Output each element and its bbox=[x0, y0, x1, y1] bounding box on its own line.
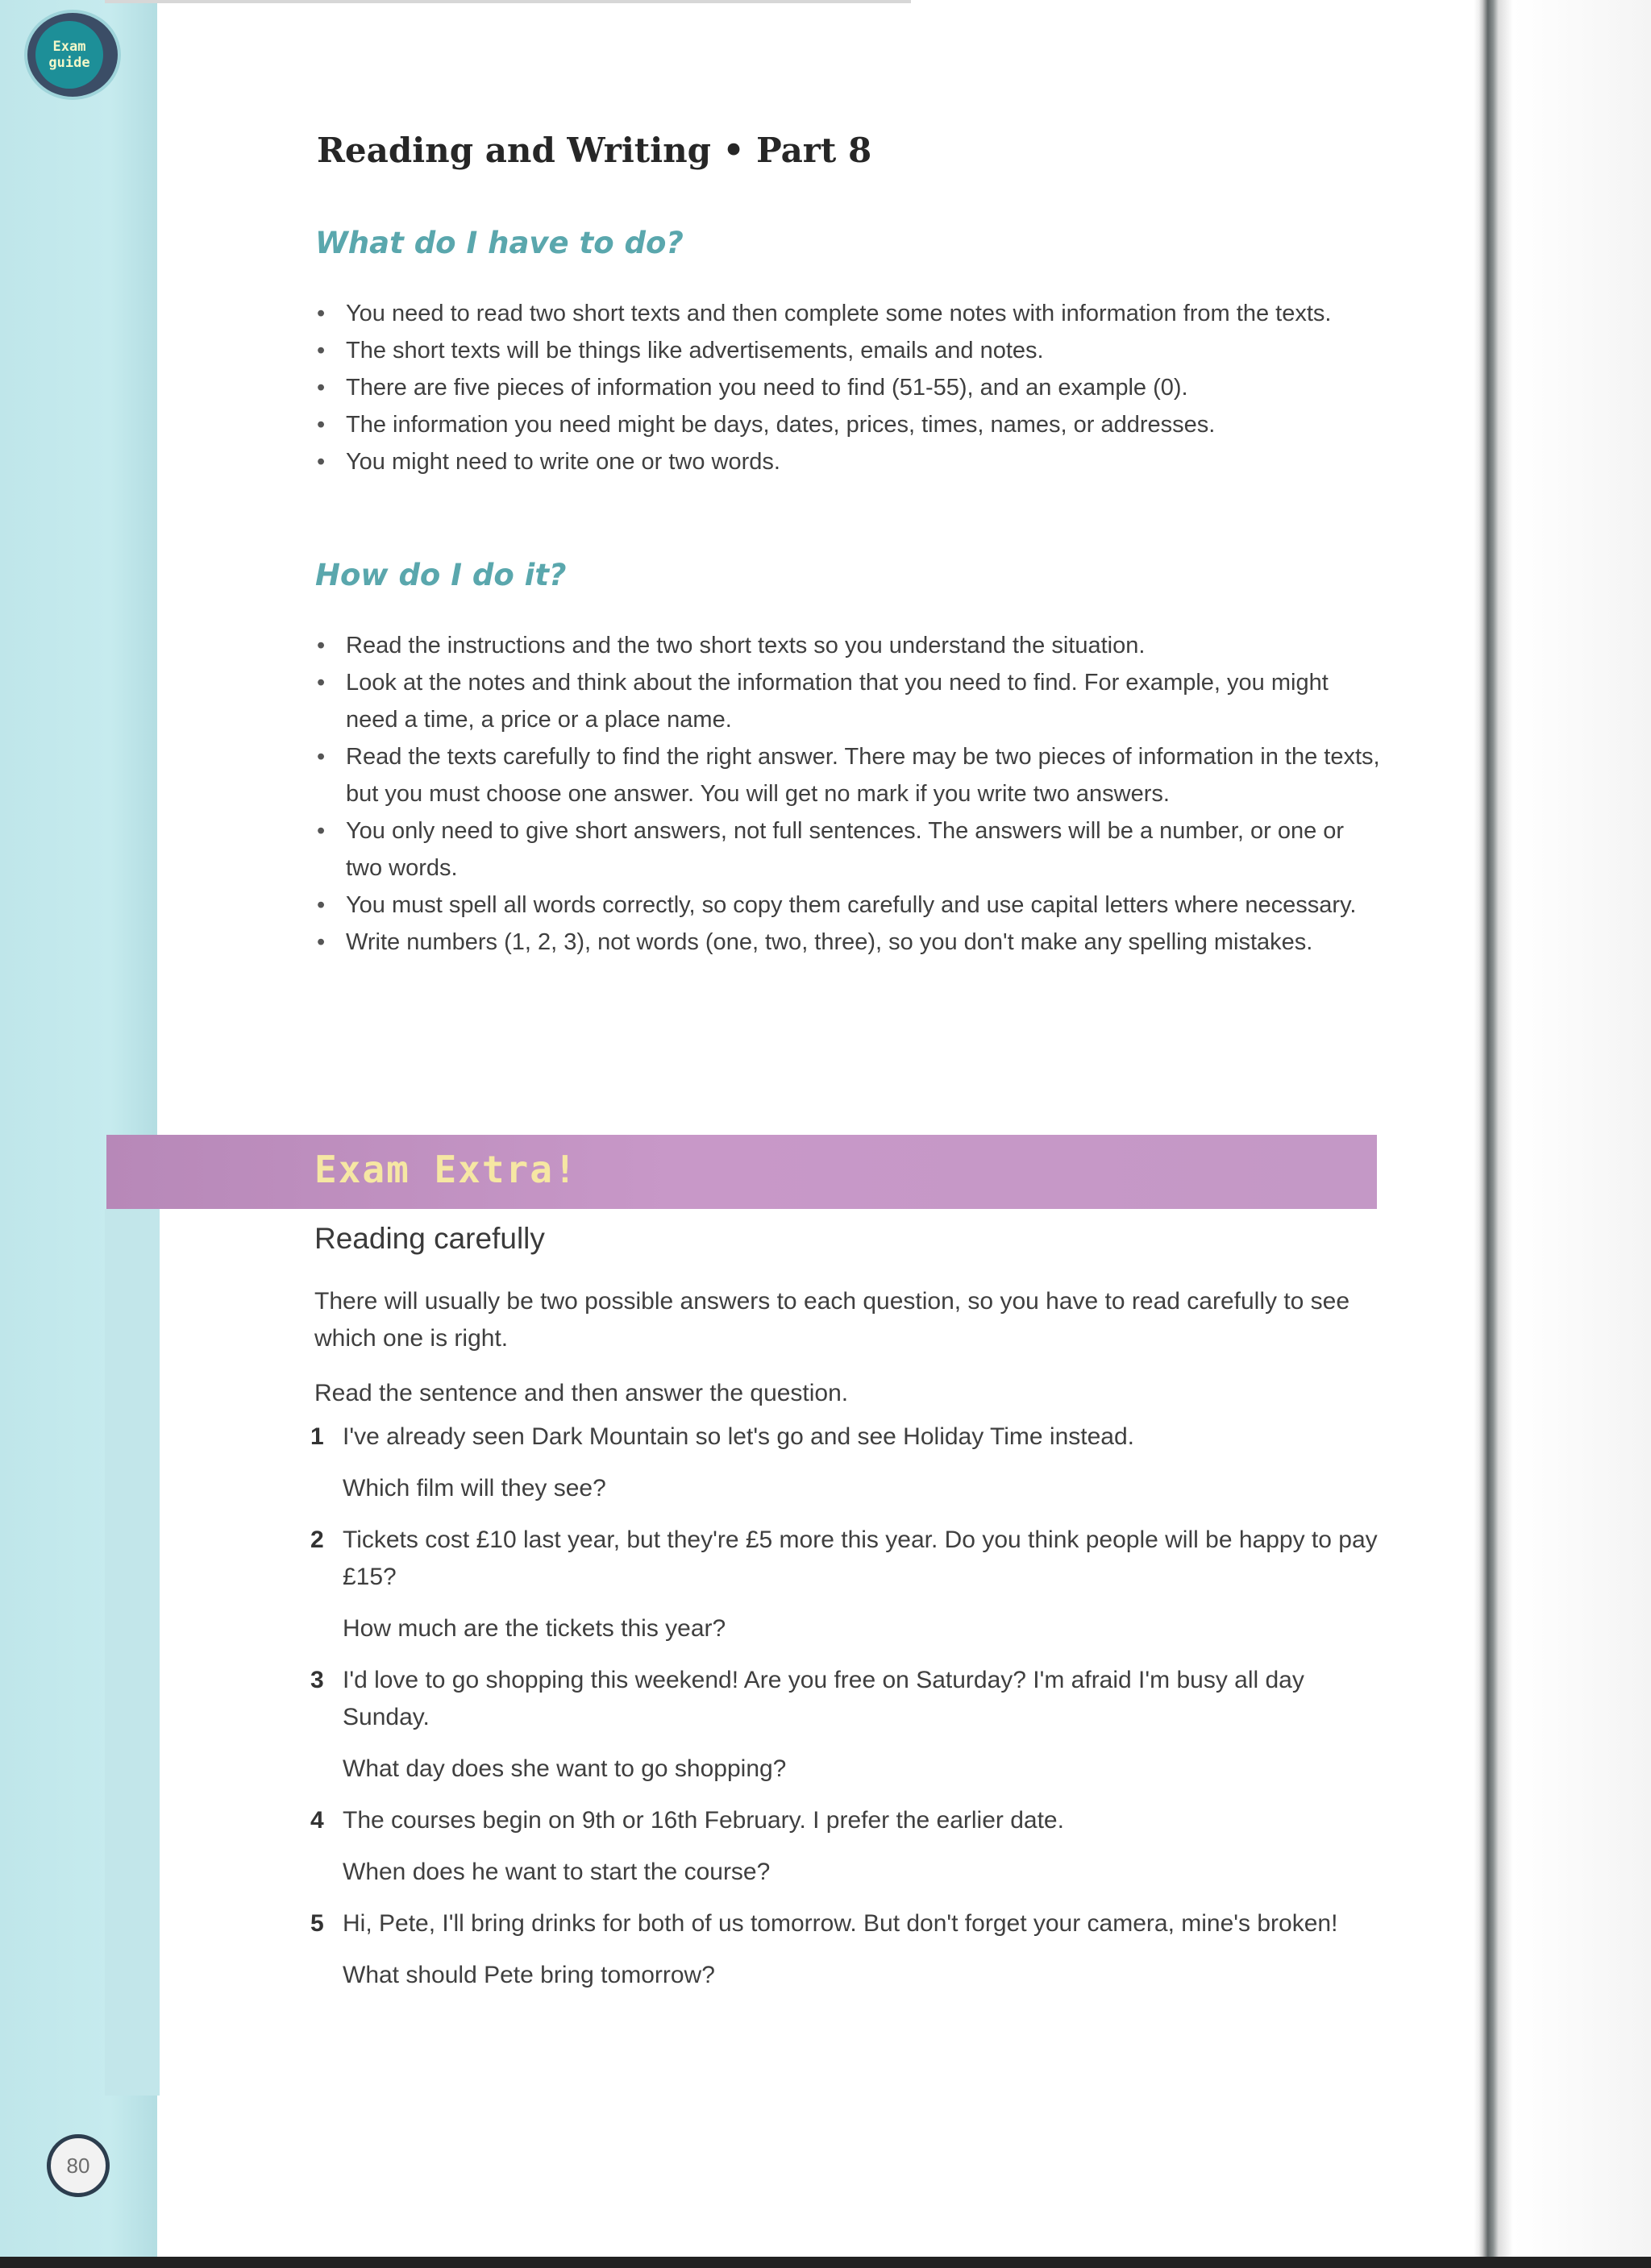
how-bullet: • Read the texts carefully to find the right answer. There may be two pieces of information in the texts, but you must choose one answer. You will get no mark if you write two answers. bbox=[317, 738, 1381, 812]
what-bullet: • You might need to write one or two words. bbox=[317, 443, 1381, 480]
question-item bbox=[310, 1662, 1391, 1788]
question-item bbox=[310, 1522, 1391, 1647]
question-sentence: Hi, Pete, I'll bring drinks for both of us tomorrow. But don't forget your camera, mine's broken! bbox=[343, 1910, 1338, 1937]
exam-extra-side-bar bbox=[105, 1209, 160, 2096]
question-prompt: When does he want to start the course? bbox=[343, 1859, 771, 1885]
question-number: 1 bbox=[310, 1423, 324, 1450]
badge-line-1: Exam bbox=[52, 39, 86, 55]
question-number: 4 bbox=[310, 1807, 324, 1834]
question-number: 2 bbox=[310, 1527, 324, 1553]
question-prompt: How much are the tickets this year? bbox=[343, 1615, 726, 1642]
question-prompt: What should Pete bring tomorrow? bbox=[343, 1962, 715, 1988]
question-sentence: I've already seen Dark Mountain so let's go and see Holiday Time instead. bbox=[343, 1423, 1134, 1450]
what-bullet: • There are five pieces of information you need to find (51-55), and an example (0). bbox=[317, 369, 1381, 406]
top-rule bbox=[105, 0, 911, 3]
question-prompt: Which film will they see? bbox=[343, 1475, 606, 1502]
badge-line-2: guide bbox=[48, 55, 90, 71]
question-list bbox=[310, 1419, 1391, 2008]
bottom-edge bbox=[0, 2257, 1651, 2268]
exam-extra-banner bbox=[106, 1135, 1377, 1209]
page-title: Reading and Writing • Part 8 bbox=[317, 131, 872, 170]
how-bullet-list bbox=[317, 627, 1381, 961]
question-number: 5 bbox=[310, 1910, 324, 1937]
what-bullet-list bbox=[317, 295, 1381, 480]
exam-extra-intro: There will usually be two possible answers to each question, so you have to read carefully to see which one is right. bbox=[314, 1288, 1350, 1352]
page-number-badge: 80 bbox=[47, 2134, 110, 2197]
how-bullet: • You must spell all words correctly, so copy them carefully and use capital letters where necessary. bbox=[317, 887, 1381, 924]
what-bullet: • You need to read two short texts and then complete some notes with information from the texts. bbox=[317, 295, 1381, 332]
question-number: 3 bbox=[310, 1667, 324, 1693]
how-bullet: • You only need to give short answers, not full sentences. The answers will be a number, or one or two words. bbox=[317, 812, 1381, 887]
question-prompt: What day does she want to go shopping? bbox=[343, 1755, 787, 1782]
what-bullet: • The short texts will be things like advertisements, emails and notes. bbox=[317, 332, 1381, 369]
exam-guide-badge-label bbox=[35, 21, 103, 89]
what-bullet: • The information you need might be days, dates, prices, times, names, or addresses. bbox=[317, 406, 1381, 443]
exam-extra-title: Exam Extra! bbox=[314, 1148, 578, 1191]
how-bullet: • Read the instructions and the two short texts so you understand the situation. bbox=[317, 627, 1381, 664]
question-item bbox=[310, 1419, 1391, 1507]
how-bullet: • Look at the notes and think about the information that you need to find. For example, you might need a time, a price or a place name. bbox=[317, 664, 1381, 738]
question-sentence: I'd love to go shopping this weekend! Are you free on Saturday? I'm afraid I'm busy all day Sunday. bbox=[343, 1667, 1304, 1730]
exam-guide-badge bbox=[27, 13, 118, 97]
book-spine-shadow bbox=[1474, 0, 1651, 2268]
question-item bbox=[310, 1802, 1391, 1891]
question-item bbox=[310, 1905, 1391, 1994]
question-sentence: The courses begin on 9th or 16th February. I prefer the earlier date. bbox=[343, 1807, 1064, 1834]
how-bullet: • Write numbers (1, 2, 3), not words (one, two, three), so you don't make any spelling mistakes. bbox=[317, 924, 1381, 961]
exam-extra-instruction: Read the sentence and then answer the question. bbox=[314, 1380, 849, 1406]
question-sentence: Tickets cost £10 last year, but they're £5 more this year. Do you think people will be happy to pay £15? bbox=[343, 1527, 1378, 1590]
reading-carefully-heading: Reading carefully bbox=[314, 1222, 545, 1255]
how-heading: How do I do it? bbox=[315, 558, 567, 592]
what-heading: What do I have to do? bbox=[315, 226, 684, 260]
